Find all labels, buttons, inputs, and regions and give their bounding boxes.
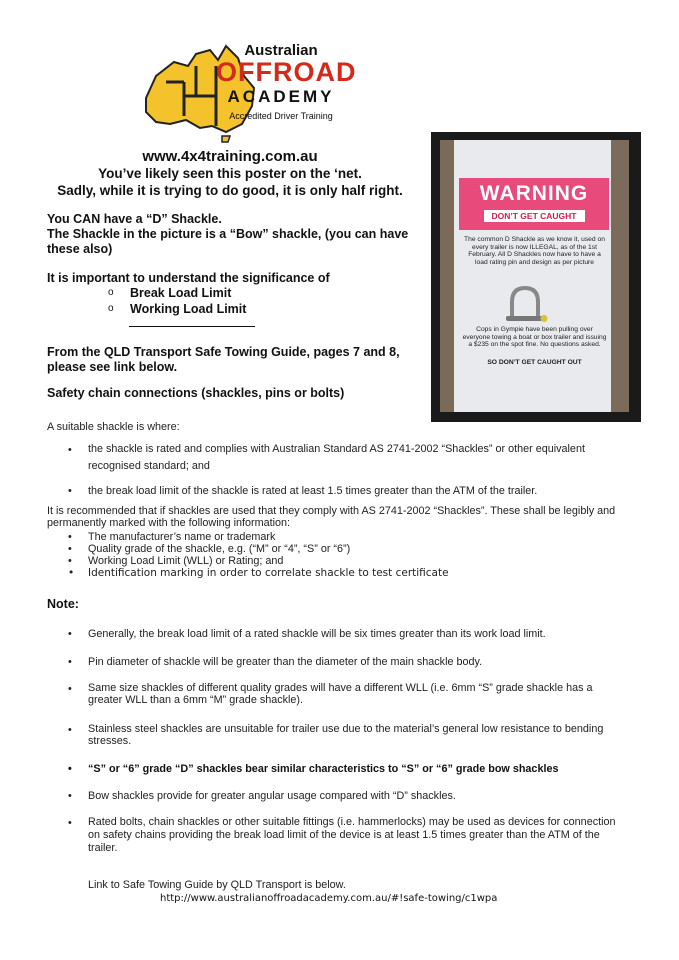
- circle-bullet-icon: o: [108, 303, 114, 314]
- safe-towing-link[interactable]: http://www.australianoffroadacademy.com.au/#!safe-towing/c1wpa: [160, 893, 498, 904]
- bullet-icon: •: [68, 763, 72, 775]
- logo-line-australian: Australian: [244, 42, 318, 59]
- bow-shackle-statement: The Shackle in the picture is a “Bow” shackle, (you can have these also): [47, 227, 409, 256]
- bullet-icon: •: [68, 817, 72, 829]
- poster-paragraph-1: The common D Shackle as we know it, used on every trailer is now ILLEGAL, as of the 1st February. All D Shackles now have to have a load rating pin and design as per picture: [464, 236, 605, 266]
- recommendation: It is recommended that if shackles are used that they comply with AS 2741-2002 “Shackles”. These shall be legibly and permanently marked with the following information:: [47, 505, 616, 529]
- bullet-icon: •: [68, 543, 72, 555]
- logo-wordmark: [216, 42, 357, 121]
- list-item: • Working Load Limit (WLL) or Rating; and: [68, 555, 284, 567]
- bullet-icon: •: [68, 555, 72, 567]
- bow-shackle-icon: [500, 284, 550, 324]
- warning-subtitle: DON’T GET CAUGHT: [484, 210, 585, 222]
- link-intro: Link to Safe Towing Guide by QLD Transport is below.: [88, 879, 346, 891]
- logo-tagline: Accredited Driver Training: [229, 111, 333, 121]
- bullet-icon: •: [68, 724, 72, 736]
- list-item: • Identification marking in order to correlate shackle to test certificate: [68, 567, 449, 579]
- list-item: • Quality grade of the shackle, e.g. (“M” or “4”, “S” or “6”): [68, 543, 351, 555]
- divider-line: [129, 326, 255, 327]
- bullet-icon: •: [68, 567, 75, 579]
- bullet-icon: •: [68, 444, 72, 456]
- suitable-intro: A suitable shackle is where:: [47, 421, 180, 433]
- poster-paragraph-2: Cops in Gympie have been pulling over everyone towing a boat or box trailer and issuing a $235 on the spot fine. No questions asked.: [462, 326, 607, 349]
- d-shackle-statement: You CAN have a “D” Shackle.: [47, 212, 222, 226]
- header-line-1: You’ve likely seen this poster on the ‘net.: [98, 166, 362, 181]
- bullet-icon: •: [68, 656, 72, 668]
- limit-item: o Break Load Limit: [108, 286, 232, 300]
- header-block: [40, 148, 420, 199]
- list-item: • The manufacturer’s name or trademark: [68, 531, 276, 543]
- section-title: Safety chain connections (shackles, pins or bolts): [47, 386, 345, 400]
- logo-line-offroad: OFFROAD: [216, 57, 357, 87]
- header-line-2: Sadly, while it is trying to do good, it is only half right.: [57, 183, 403, 198]
- note-heading: Note:: [47, 597, 79, 611]
- bullet-icon: •: [68, 683, 72, 695]
- limit-item: o Working Load Limit: [108, 302, 247, 316]
- poster-wall-right: [611, 140, 629, 412]
- warning-banner: [459, 178, 609, 230]
- logo-line-academy: ACADEMY: [227, 87, 335, 106]
- bullet-icon: •: [68, 628, 72, 640]
- circle-bullet-icon: o: [108, 287, 114, 298]
- significance-intro: It is important to understand the significance of: [47, 271, 330, 285]
- limit-list: [108, 285, 246, 317]
- warning-title: WARNING: [479, 182, 589, 205]
- marking-list: [68, 531, 449, 579]
- poster-footer: SO DON’T GET CAUGHT OUT: [487, 359, 582, 366]
- poster-wall-left: [440, 140, 454, 412]
- bullet-icon: •: [68, 485, 72, 497]
- bullet-icon: •: [68, 531, 72, 543]
- bullet-icon: •: [68, 790, 72, 802]
- website-url: www.4x4training.com.au: [142, 148, 318, 165]
- guide-reference: From the QLD Transport Safe Towing Guide, pages 7 and 8, please see link below.: [47, 345, 400, 374]
